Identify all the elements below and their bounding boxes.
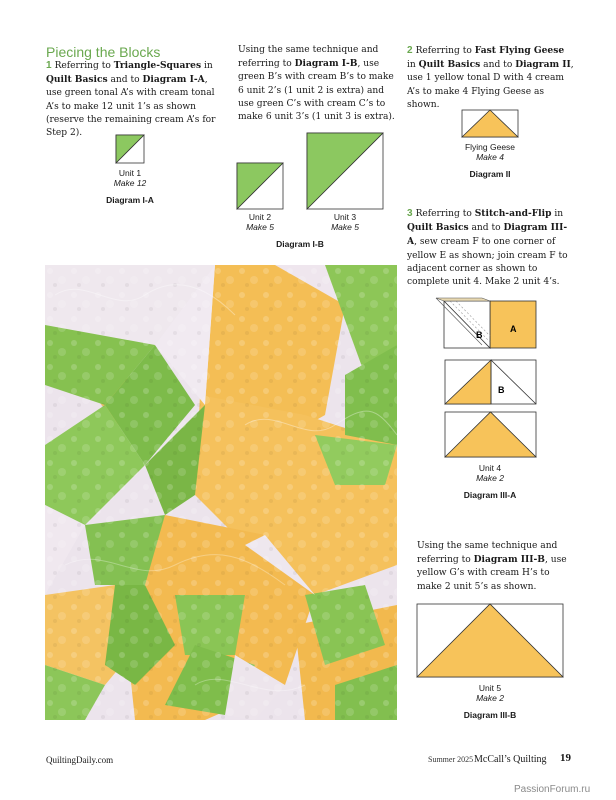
unit-4-block — [445, 412, 536, 457]
footer-magazine: McCall’s Quilting — [474, 754, 547, 765]
section-heading: Piecing the Blocks — [46, 44, 161, 60]
diagram-iii-a-title: Diagram III-A — [463, 490, 517, 500]
quilt-photo — [45, 265, 397, 720]
footer-season: Summer 2025 — [428, 755, 474, 764]
footer-website: QuiltingDaily.com — [46, 755, 114, 765]
unit-5-caption: Unit 5 Make 2 — [476, 683, 504, 703]
stitch-and-flip-step-2 — [445, 360, 536, 404]
diagram-i-b-title: Diagram I-B — [276, 239, 324, 249]
step-1-number: 1 — [46, 60, 52, 71]
label-a: A — [510, 324, 517, 334]
page-number: 19 — [560, 752, 571, 764]
step-2-number: 2 — [407, 45, 413, 56]
diagram-ib-text: Using the same technique and referring to Diagram I-B, use green B’s with cream B’s to make 6 unit 2’s (1 unit 2 is extra) and use green C’s with cream C’s to make 6 unit 3’s (1 unit 3 is extra). — [238, 45, 395, 123]
flying-geese-unit — [462, 110, 518, 137]
step-3-number: 3 — [407, 208, 413, 219]
diagram-i-a-title: Diagram I-A — [106, 195, 154, 205]
unit-3-square — [307, 133, 383, 209]
unit-1-square — [116, 135, 144, 163]
flying-geese-caption: Flying Geese Make 4 — [464, 142, 516, 162]
stitch-and-flip-step — [436, 298, 536, 352]
unit-4-caption: Unit 4 Make 2 — [476, 463, 504, 483]
diagram-iii-b-text: Using the same technique and referring to Diagram III-B, use yellow G’s with cream H’s to make 2 unit 5’s as shown. — [417, 541, 567, 592]
unit-2-square — [237, 163, 283, 209]
diagram-iii-b-title: Diagram III-B — [463, 710, 517, 720]
diagram-ii-title: Diagram II — [469, 169, 511, 179]
step-2-text: 2 Referring to Fast Flying Geese in Quilt Basics and to Diagram II, use 1 yellow tonal D with 4 cream A’s to make 4 Flying Geese as shown. — [407, 45, 574, 110]
label-b-step1: B — [476, 330, 483, 340]
step-1-text: 1 Referring to Triangle-Squares in Quilt Basics and to Diagram I-A, use green tonal A’s with cream tonal A’s to make 12 unit 1’s as shown (reserve the remaining cream A’s for Step 2). — [46, 60, 216, 139]
label-b-step2: B — [498, 385, 505, 395]
unit-3-caption: Unit 3 Make 5 — [331, 212, 359, 232]
step-3-text: 3 Referring to Stitch-and-Flip in Quilt Basics and to Diagram III-A, sew cream F to one corner of yellow E as shown; join cream F to adjacent corner as shown to complete unit 4. Make 2 unit 4’s. — [407, 208, 568, 288]
unit-2-caption: Unit 2 Make 5 — [246, 212, 274, 232]
unit-1-caption: Unit 1 Make 12 — [113, 168, 147, 188]
unit-5-block — [417, 604, 563, 677]
watermark: PassionForum.ru — [514, 784, 591, 795]
